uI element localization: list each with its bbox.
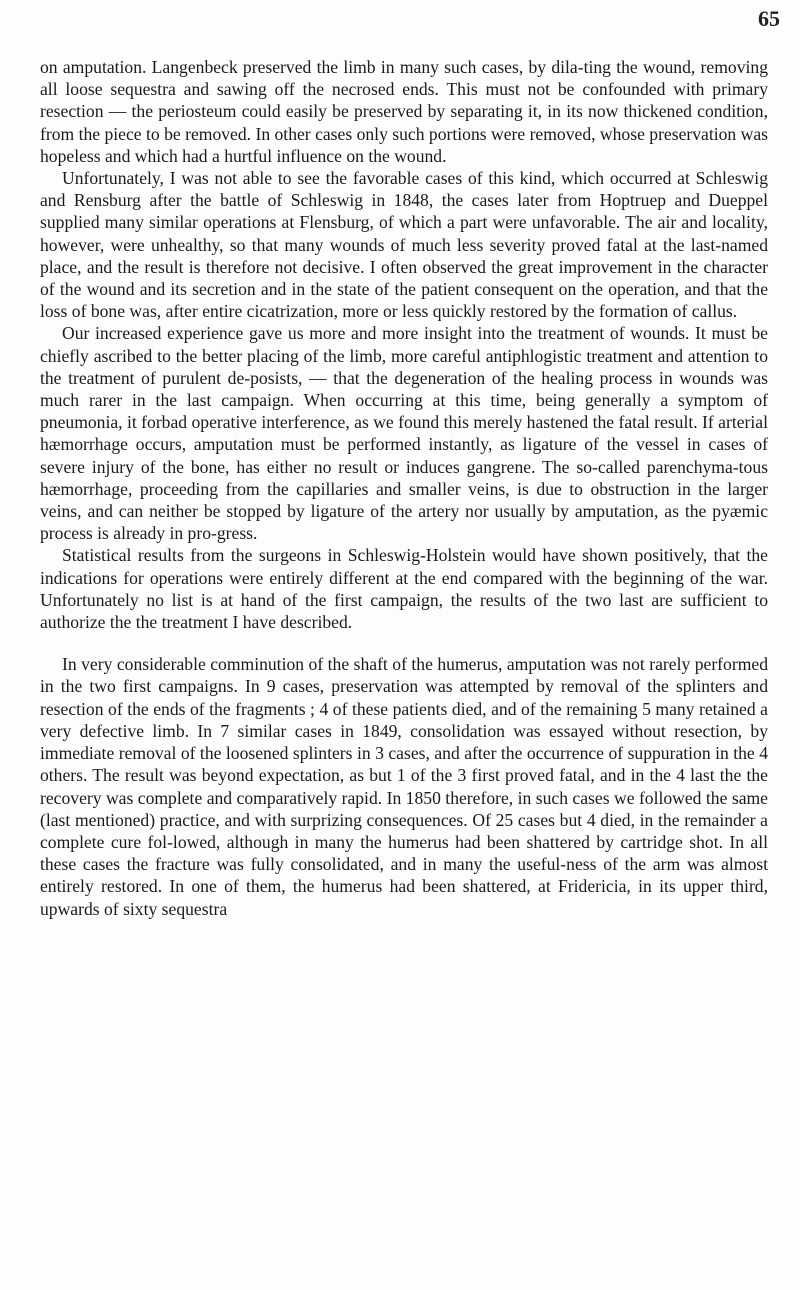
paragraph-schleswig-cases: Unfortunately, I was not able to see the favorable cases of this kind, which occurred at Schleswig and Rensburg after the battle of Schleswig in 1848, the cases later from Hoptruep and Dueppel supplied many similar operations at Flensburg, of which a part were unfavorable. The air and locality, however, were unhealthy, so that many wounds of much less severity proved fatal at the last-named place, and the result is therefore not decisive. I often observed the great improvement in the character of the wound and its secretion and in the state of the patient consequent on the operation, and that the loss of bone was, after entire cicatrization, more or less quickly restored by the formation of callus. — [40, 168, 768, 322]
paragraph-humerus-comminution: In very considerable comminution of the shaft of the humerus, amputation was not rarely performed in the two first campaigns. In 9 cases, preservation was attempted by removal of the splinters and resection of the ends of the fragments ; 4 of these patients died, and of the remaining 5 many retained a very defective limb. In 7 similar cases in 1849, consolidation was essayed without resection, by immediate removal of the loosened splinters in 3 cases, and after the occurrence of suppuration in the 4 others. The result was beyond expectation, as but 1 of the 3 first proved fatal, and in the 4 last the the recovery was complete and comparatively rapid. In 1850 therefore, in such cases we followed the same (last mentioned) practice, and with surprizing consequences. Of 25 cases but 4 died, in the remainder a complete cure fol-lowed, although in many the humerus had been shattered by cartridge shot. In all these cases the fracture was fully consolidated, and in many the useful-ness of the arm was almost entirely restored. In one of them, the humerus had been shattered, at Fridericia, in its upper third, upwards of sixty sequestra — [40, 654, 768, 919]
text-body — [40, 56, 768, 920]
paragraph-statistical-results: Statistical results from the surgeons in Schleswig-Holstein would have shown positively, that the indications for operations were entirely different at the end compared with the beginning of the war. Unfortunately no list is at hand of the first campaign, the results of the two last are sufficient to authorize the the treatment I have described. — [40, 545, 768, 633]
paragraph-amputation-continued: on amputation. Langenbeck preserved the limb in many such cases, by dila-ting the wound, removing all loose sequestra and sawing off the necrosed ends. This must not be confounded with primary resection — the periosteum could easily be preserved by separating it, in its now thickened condition, from the piece to be removed. In other cases only such portions were removed, whose preservation was hopeless and which had a hurtful influence on the wound. — [40, 57, 768, 166]
page-number: 65 — [758, 6, 780, 31]
paragraph-wound-treatment: Our increased experience gave us more and more insight into the treatment of wounds. It must be chiefly ascribed to the better placing of the limb, more careful antiphlogistic treatment and attention to the treatment of purulent de-posists, — that the degeneration of the healing process in wounds was much rarer in the last campaign. When occurring at this time, being generally a symptom of pneumonia, it forbad operative interference, as we found this merely hastened the fatal result. If arterial hæmorrhage occurs, amputation must be performed instantly, as ligature of the vessel in cases of severe injury of the bone, has either no result or induces gangrene. The so-called parenchyma-tous hæmorrhage, proceeding from the capillaries and smaller veins, is due to obstruction in the larger veins, and can neither be stopped by ligature of the artery nor usually by amputation, as the pyæmic process is already in pro-gress. — [40, 323, 768, 544]
